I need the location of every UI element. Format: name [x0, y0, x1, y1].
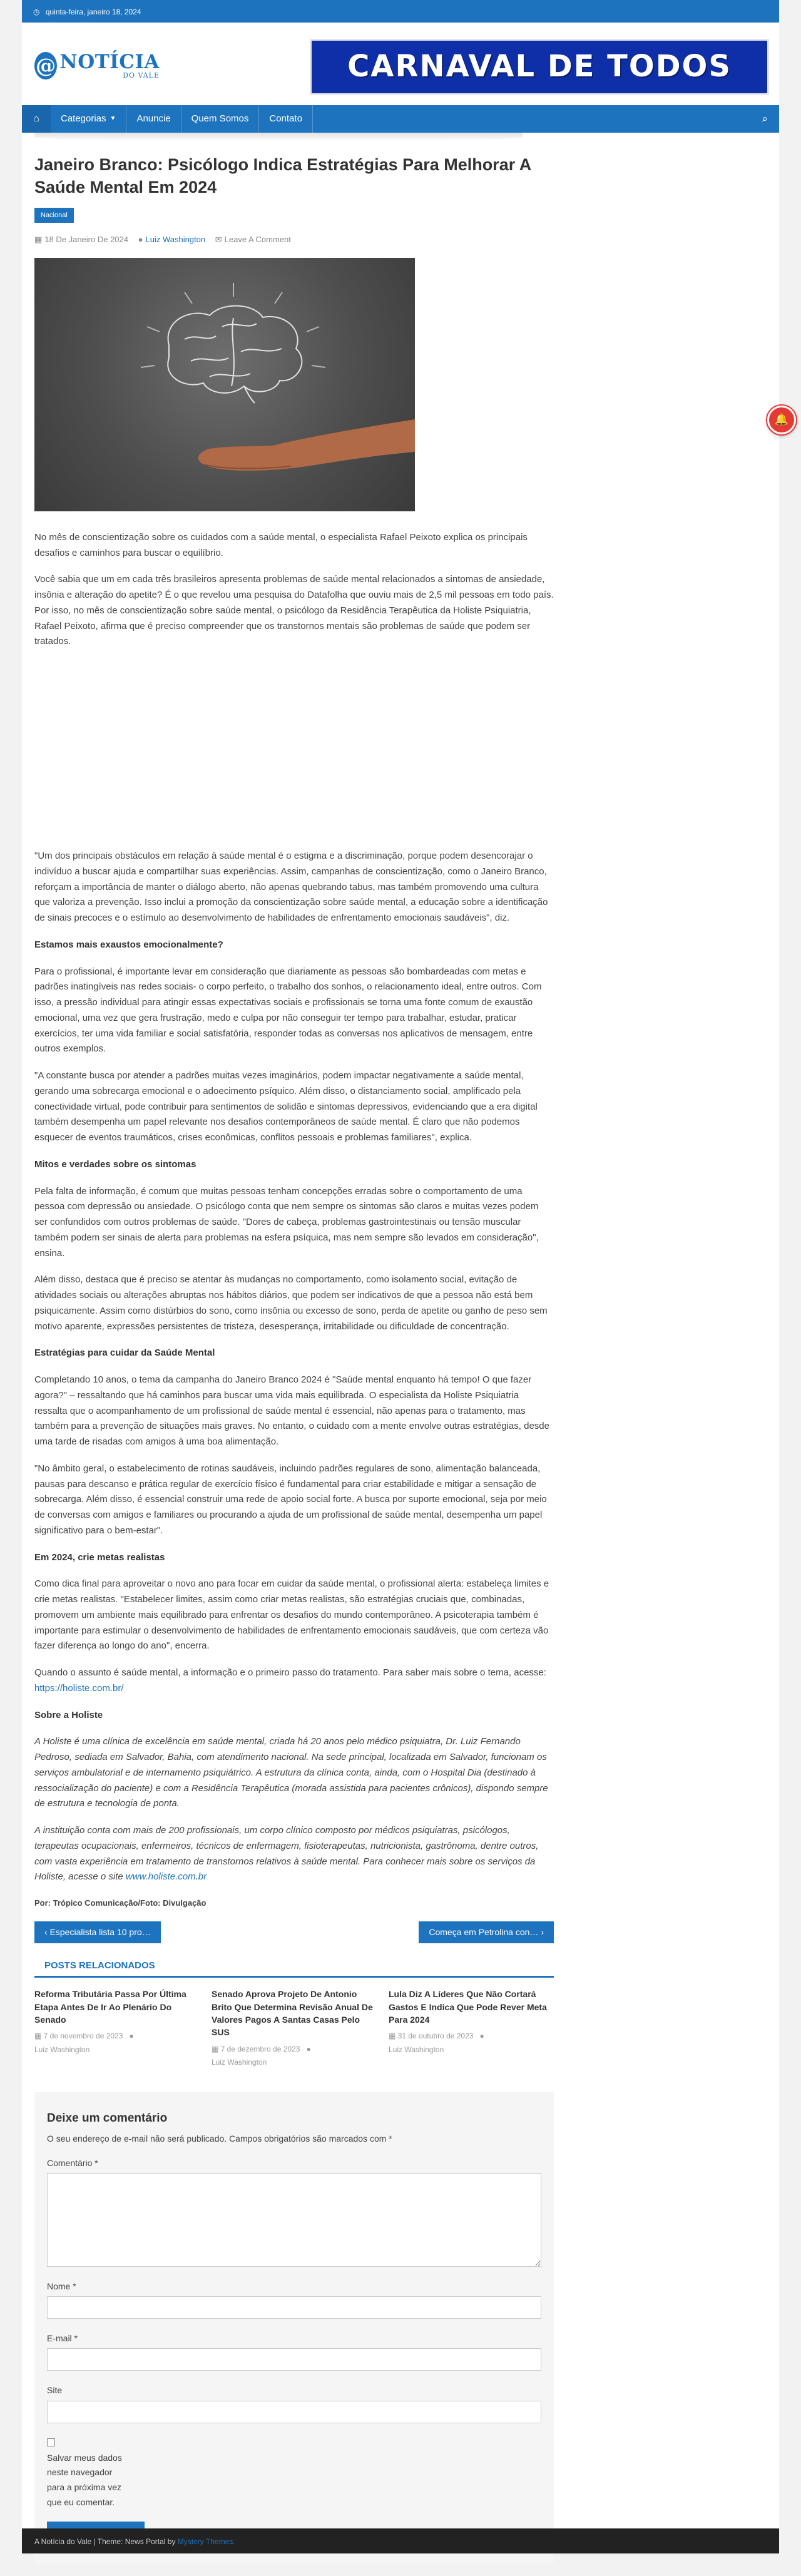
chevron-down-icon: ▼	[110, 115, 116, 122]
section-heading: Estratégias para cuidar da Saúde Mental	[34, 1347, 215, 1359]
footer-theme-link[interactable]: Mystery Themes.	[177, 2537, 235, 2546]
holiste-site-link[interactable]: www.holiste.com.br	[125, 1871, 207, 1883]
comment-label: Comentário *	[47, 2158, 98, 2169]
related-posts-title: POSTS RELACIONADOS	[44, 1960, 155, 1971]
comment-form	[34, 2092, 554, 2563]
category-badge[interactable]: Nacional	[34, 208, 74, 223]
calendar-icon: ▦	[212, 2044, 221, 2053]
site-logo[interactable]	[34, 46, 160, 85]
logo-sub-text: DO VALE	[123, 71, 160, 79]
header-ad-banner[interactable]	[310, 39, 769, 95]
comment-icon: ✉	[215, 235, 222, 245]
calendar-icon: ▦	[34, 2032, 44, 2041]
related-post-date[interactable]: 7 de novembro de 2023	[43, 2032, 123, 2041]
related-post-date[interactable]: 31 de outubro de 2023	[397, 2032, 474, 2041]
paragraph: Você sabia que um em cada três brasileiros apresenta problemas de saúde mental relacionados a sintomas de ansiedade, insônia e alteração do apetite? É o que revelou uma pesquisa do Datafolha que ouviu mais de 2,5 mil pessoas em todo país. Por isso, no mês de conscientização sobre saúde mental, o psicólogo da Residência Terapêutica da Holiste Psiquiatria, Rafael Peixoto, afirma que é preciso compreender que os transtornos mentais são problemas de saúde que podem ser tratados.	[34, 574, 554, 647]
paragraph: Quando o assunto é saúde mental, a informação e o primeiro passo do tratamento. Para saber mais sobre o tema, acesse: https://holiste.com.br/	[34, 1667, 546, 1694]
name-input[interactable]	[47, 2296, 541, 2319]
ad-space	[34, 661, 554, 849]
clock-icon: ◷	[33, 8, 40, 16]
photo-credit: Por: Trópico Comunicação/Foto: Divulgação	[34, 1898, 207, 1908]
site-input[interactable]	[47, 2401, 541, 2423]
related-post	[389, 1988, 553, 2069]
comment-form-title: Deixe um comentário	[47, 2111, 168, 2125]
paragraph: Para o profissional, é importante levar em consideração que diariamente as pessoas são bombardeadas com metas e padrões inatingíveis nas redes sociais- o corpo perfeito, o trabalho dos sonhos, o relacionamento ideal, entre outros. Com isso, a pressão individual para atingir essas expectativas sociais e profissionais se torna uma fonte comum de exaustão emocional, uma vez que gera frustração, medo e culpa por não conseguir ter tempo para trabalhar, estudar, praticar exercícios, ter uma vida familiar e social satisfatória, responder todas as conversas nos aplicativos de mensagem, entre outros exemplos.	[34, 966, 542, 1055]
nav-item-quem-somos[interactable]: Quem Somos	[181, 105, 260, 133]
cookie-label: Salvar meus dados neste navegador para a próxima vez que eu comentar.	[47, 2452, 122, 2507]
home-icon[interactable]: ⌂	[22, 105, 51, 133]
paragraph: "Um dos principais obstáculos em relação à saúde mental é o estigma e a discriminação, porque podem desencorajar o indivíduo a buscar ajuda e compartilhar suas experiências. Assim, campanhas de conscientização, como o Janeiro Branco, reforçam a importância de manter o diálogo aberto, não apenas quebrando tabus, mas também promovendo uma cultura que valoriza a prevenção. Isso inclui a promoção da conscientização sobre saúde mental, a educação sobre a identificação de sinais precoces e o estímulo ao desenvolvimento de habilidades de enfrentamento emocionais saudáveis", diz.	[34, 851, 548, 924]
paragraph: "A constante busca por atender a padrões muitas vezes imaginários, podem impactar negativamente a saúde mental, gerando uma sobrecarga emocional e o adoecimento psíquico. Além disso, o distanciamento social, amplificado pela conectividade virtual, pode contribuir para sentimentos de solidão e sintomas depressivos, evidenciando que a era digital também desempenha um papel relevante nos desafios contemporâneos de saúde mental. É claro que não podemos esquecer de eventos traumáticos, crises econômicas, conflitos pessoais e problemas familiares", explica.	[34, 1070, 538, 1143]
featured-image	[34, 258, 415, 511]
article-title: Janeiro Branco: Psicólogo Indica Estratégias Para Melhorar A Saúde Mental Em 2024	[34, 155, 531, 197]
paragraph: Além disso, destaca que é preciso se atentar às mudanças no comportamento, como isolamento social, evitação de atividades sociais ou alterações abruptas nos hábitos diários, que podem ser indicativos de que a pessoa não está bem psiquicamente. Assim como distúrbios do sono, como insônia ou excesso de sono, perda de apetite ou ganho de peso sem motivo aparente, expressões persistentes de tristeza, desesperança, irritabilidade ou dificuldade de concentração.	[34, 1274, 548, 1332]
article-author[interactable]: Luiz Washington	[145, 235, 206, 245]
email-label: E-mail *	[47, 2333, 78, 2344]
site-label: Site	[47, 2385, 63, 2396]
related-posts-header	[34, 1956, 554, 1978]
cookie-consent	[47, 2436, 541, 2510]
calendar-icon: ▦	[389, 2032, 398, 2041]
holiste-link[interactable]: https://holiste.com.br/	[34, 1682, 124, 1694]
leave-comment-link[interactable]: Leave A Comment	[224, 235, 291, 245]
post-navigation	[34, 1921, 554, 1943]
logo-at-icon: @	[34, 52, 57, 79]
previous-post-button[interactable]: ‹ Especialista lista 10 pro…	[34, 1921, 161, 1943]
logo-main-text: NOTÍCIA	[59, 51, 160, 73]
site-footer	[22, 2528, 779, 2553]
related-post-author[interactable]: Luiz Washington	[34, 2045, 90, 2054]
paragraph: Completando 10 anos, o tema da campanha do Janeiro Branco 2024 é "Saúde mental enquanto há tempo! O que fazer agora?" – ressaltando que há caminhos para buscar uma vida mais equilibrada. O especialista da Holiste Psiquiatria ressalta que o acompanhamento de um profissional de saúde mental é essencial, não apenas para o tratamento, mas também para a prevenção de situações mais graves. No entanto, o cuidado com a mente envolve outras estratégias, desde uma tarde de risadas com amigos à uma boa alimentação.	[34, 1374, 549, 1448]
related-post-author[interactable]: Luiz Washington	[212, 2058, 267, 2067]
top-bar-date: quinta-feira, janeiro 18, 2024	[45, 8, 141, 16]
main-navigation	[22, 105, 779, 133]
article	[34, 154, 554, 2563]
chevron-left-icon: ‹	[44, 1926, 50, 1937]
comment-textarea[interactable]	[47, 2173, 541, 2267]
related-post-author[interactable]: Luiz Washington	[389, 2045, 444, 2054]
nav-shadow	[34, 133, 523, 141]
section-heading: Mitos e verdades sobre os sintomas	[34, 1158, 196, 1170]
search-icon[interactable]: ⌕	[762, 112, 768, 125]
notification-bell-icon[interactable]: 🔔	[767, 406, 796, 434]
section-heading: Sobre a Holiste	[34, 1709, 103, 1720]
paragraph: Pela falta de informação, é comum que muitas pessoas tenham concepções erradas sobre o comportamento de uma pessoa com depressão ou ansiedade. O psicólogo conta que nem sempre os sintomas são claros e muitas vezes podem ser confundidos com outros problemas de saúde. "Dores de cabeça, problemas gastrointestinais ou tensão muscular também podem ser sinais de alerta para problemas na esfera psíquica, mas nem sempre são levados em consideração", ensina.	[34, 1185, 539, 1259]
user-icon: ●	[138, 235, 143, 245]
section-heading: Estamos mais exaustos emocionalmente?	[34, 939, 223, 950]
paragraph: No mês de conscientização sobre os cuidados com a saúde mental, o especialista Rafael Peixoto explica os principais desafios e caminhos para buscar o equilíbrio.	[34, 531, 528, 558]
paragraph: Como dica final para aproveitar o novo ano para focar em cuidar da saúde mental, o profissional alerta: estabeleça limites e crie metas realistas. "Estabelecer limites, assim como criar metas realistas, são estratégias cruciais que, combinadas, promovem um ambiente mais equilibrado para enfrentar os desafios do mundo contemporâneo. A psicoterapia também é importante para estimular o desenvolvimento de habilidades de enfrentamento emocionais saudáveis, que com certeza vão fazer diferença ao longo do ano", encerra.	[34, 1578, 549, 1652]
site-header	[22, 23, 779, 105]
article-date[interactable]: 18 De Janeiro De 2024	[44, 235, 128, 245]
email-input[interactable]	[47, 2348, 541, 2371]
related-posts	[34, 1988, 554, 2069]
name-label: Nome *	[47, 2281, 76, 2292]
paragraph: A instituição conta com mais de 200 profissionais, um corpo clínico composto por médicos psiquiatras, psicólogos, terapeutas ocupacionais, enfermeiros, técnicos de enfermagem, fisioterapeutas, nutricionista, gastrônoma, dentre outros, com vasta experiência em tratamento de transtornos relativos à saúde mental. Para conhecer mais sobre os serviços da Holiste, acesse o site www.holiste.com.br	[34, 1825, 539, 1883]
user-icon: ●	[479, 2032, 484, 2041]
article-meta	[34, 233, 554, 246]
section-heading: Em 2024, crie metas realistas	[34, 1551, 165, 1563]
next-post-button[interactable]: Começa em Petrolina con… ›	[419, 1921, 554, 1943]
user-icon: ●	[129, 2032, 134, 2041]
comment-form-note: O seu endereço de e-mail não será publicado. Campos obrigatórios são marcados com *	[47, 2134, 392, 2144]
related-post	[34, 1988, 199, 2069]
related-post-date[interactable]: 7 de dezembro de 2023	[220, 2044, 300, 2053]
user-icon: ●	[306, 2044, 311, 2053]
article-body	[34, 530, 554, 1910]
related-post	[212, 1988, 376, 2069]
paragraph: "No âmbito geral, o estabelecimento de rotinas saudáveis, incluindo padrões regulares de sono, alimentação balanceada, pausas para descanso e prática regular de exercício físico é fundamental para criar estabilidade e mitigar a sensação de sobrecarga. Além disso, é essencial construir uma rede de apoio social forte. A busca por suporte emocional, seja por meio de conversas com amigos e familiares ou procurando a ajuda de um profissional de saúde mental, desempenha um papel significativo para o bem-estar".	[34, 1463, 547, 1536]
related-post-title[interactable]: Senado Aprova Projeto De Antonio Brito Que Determina Revisão Anual De Valores Pagos A Santas Casas Pelo SUS	[212, 1989, 373, 2038]
calendar-icon: ▦	[34, 235, 43, 245]
top-bar	[22, 0, 779, 23]
banner-text: CARNAVAL DE TODOS	[347, 49, 732, 84]
cookie-checkbox[interactable]	[47, 2438, 55, 2446]
page-container	[22, 23, 779, 2553]
paragraph: A Holiste é uma clínica de excelência em saúde mental, criada há 20 anos pelo médico psiquiatra, Dr. Luiz Fernando Pedroso, sediada em Salvador, Bahia, com atendimento nacional. Na sede principal, localizada em Salvador, funcionam os serviços ambulatorial e de internamento psiquiátrico. A estrutura da clínica conta, ainda, com o Hospital Dia (destinado à ressocialização do paciente) e com a Residência Terapêutica (morada assistida para pacientes crônicos), dispondo sempre de estrutura e tecnologia de ponta.	[34, 1736, 548, 1809]
related-post-title[interactable]: Lula Diz A Líderes Que Não Cortará Gastos E Indica Que Pode Rever Meta Para 2024	[389, 1989, 547, 2025]
footer-text: A Notícia do Vale | Theme: News Portal by	[34, 2537, 176, 2546]
related-post-title[interactable]: Reforma Tributária Passa Por Última Etapa Antes De Ir Ao Plenário Do Senado	[34, 1989, 186, 2025]
nav-item-categorias[interactable]: Categorias ▼	[51, 105, 126, 133]
nav-item-anuncie[interactable]: Anuncie	[126, 105, 181, 133]
brain-hand-illustration	[34, 258, 415, 511]
nav-item-contato[interactable]: Contato	[259, 105, 313, 133]
chevron-right-icon: ›	[538, 1926, 544, 1937]
